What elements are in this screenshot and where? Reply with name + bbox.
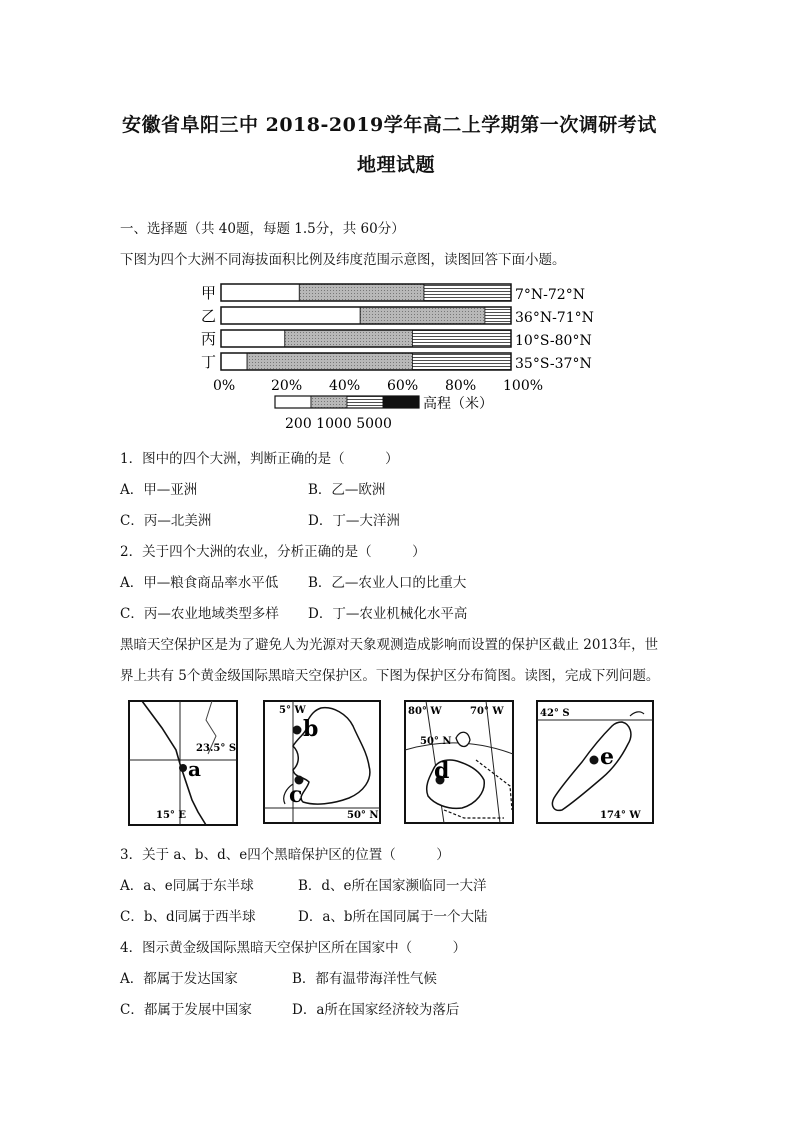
question-4-option-d[interactable]: D．a所在国家经济较为落后 bbox=[292, 1002, 460, 1018]
map-a-longitude: 15° E bbox=[156, 810, 187, 821]
bar-segment bbox=[247, 353, 412, 370]
question-3-option-a[interactable]: A．a、e同属于东半球 bbox=[120, 878, 254, 894]
bar-segment bbox=[221, 353, 247, 370]
legend-swatch bbox=[347, 396, 383, 408]
intro-paragraph-2-line-1: 黑暗天空保护区是为了避免人为光源对天象观测造成影响而设置的保护区截止 2013年，世 bbox=[120, 637, 659, 653]
question-1-option-d[interactable]: D．丁—大洋洲 bbox=[308, 513, 400, 529]
elevation-latitude-figure bbox=[195, 278, 615, 438]
row-range: 10°S-80°N bbox=[515, 333, 592, 349]
question-3-option-b[interactable]: B．d、e所在国家濒临同一大洋 bbox=[298, 878, 487, 894]
question-2-option-b[interactable]: B．乙—农业人口的比重大 bbox=[308, 575, 467, 591]
map-b-label: b bbox=[303, 716, 319, 742]
map-e-longitude: 174° W bbox=[600, 810, 641, 821]
row-label: 丙 bbox=[201, 330, 217, 348]
question-1-option-b[interactable]: B．乙—欧洲 bbox=[308, 482, 386, 498]
question-1-option-c[interactable]: C．丙—北美洲 bbox=[120, 513, 212, 529]
bar-segment bbox=[221, 330, 285, 347]
question-4-option-b[interactable]: B．都有温带海洋性气候 bbox=[292, 971, 437, 987]
row-label: 乙 bbox=[201, 307, 217, 325]
question-2-option-c[interactable]: C．丙—农业地域类型多样 bbox=[120, 606, 279, 622]
map-a-southern-africa bbox=[128, 700, 238, 826]
question-4-option-c[interactable]: C．都属于发展中国家 bbox=[120, 1002, 252, 1018]
bar-segment bbox=[412, 353, 511, 370]
map-d-label: d bbox=[434, 758, 450, 784]
bar-segment bbox=[412, 330, 511, 347]
title-line-2: 地理试题 bbox=[357, 154, 436, 176]
question-4-stem: 4．图示黄金级国际黑暗天空保护区所在国家中（ ） bbox=[120, 940, 467, 956]
map-e-latitude: 42° S bbox=[540, 708, 570, 719]
question-4-option-a[interactable]: A．都属于发达国家 bbox=[120, 971, 238, 987]
axis-tick: 0% bbox=[213, 378, 236, 394]
map-d-canada bbox=[404, 700, 514, 824]
bar-segment bbox=[221, 284, 299, 301]
map-bc-latitude: 50° N bbox=[347, 810, 379, 821]
axis-tick: 80% bbox=[445, 378, 477, 394]
question-1-option-a[interactable]: A．甲—亚洲 bbox=[120, 482, 198, 498]
legend-swatch bbox=[275, 396, 311, 408]
bar-segment bbox=[299, 284, 424, 301]
bar-segment bbox=[285, 330, 413, 347]
legend-swatch bbox=[383, 396, 419, 408]
axis-tick: 40% bbox=[329, 378, 361, 394]
map-d-latitude: 50° N bbox=[420, 736, 452, 747]
map-bc-longitude: 5° W bbox=[279, 705, 306, 716]
row-range: 35°S-37°N bbox=[515, 356, 592, 372]
bar-segment bbox=[221, 307, 360, 324]
title-line-1: 安徽省阜阳三中 2018-2019学年高二上学期第一次调研考试 bbox=[122, 114, 657, 136]
row-label: 甲 bbox=[201, 284, 217, 302]
map-c-label: c bbox=[289, 782, 303, 808]
legend-values: 200 1000 5000 bbox=[285, 416, 392, 432]
row-range: 7°N-72°N bbox=[515, 287, 585, 303]
bar-segment bbox=[360, 307, 485, 324]
bar-segment bbox=[485, 307, 511, 324]
bar-segment bbox=[424, 284, 511, 301]
map-e-label: e bbox=[600, 744, 614, 770]
legend-label: 高程（米） bbox=[423, 396, 493, 412]
question-1-stem: 1．图中的四个大洲，判断正确的是（ ） bbox=[120, 451, 399, 467]
question-3-stem: 3．关于 a、b、d、e四个黑暗保护区的位置（ ） bbox=[120, 847, 450, 863]
map-e-new-zealand bbox=[536, 700, 654, 824]
question-3-option-d[interactable]: D．a、b所在国同属于一个大陆 bbox=[298, 909, 488, 925]
intro-paragraph-2-line-2: 界上共有 5个黄金级国际黑暗天空保护区。下图为保护区分布简图。读图，完成下列问题。 bbox=[120, 668, 660, 684]
question-2-stem: 2．关于四个大洲的农业，分析正确的是（ ） bbox=[120, 544, 426, 560]
question-2-option-a[interactable]: A．甲—粮食商品率水平低 bbox=[120, 575, 279, 591]
map-a-label: a bbox=[188, 757, 201, 781]
row-range: 36°N-71°N bbox=[515, 310, 594, 326]
question-2-option-d[interactable]: D．丁—农业机械化水平高 bbox=[308, 606, 468, 622]
map-d-longitude-2: 70° W bbox=[470, 706, 504, 717]
map-d-longitude-1: 80° W bbox=[408, 706, 442, 717]
row-label: 丁 bbox=[201, 353, 217, 371]
axis-tick: 100% bbox=[503, 378, 544, 394]
legend-swatch bbox=[311, 396, 347, 408]
section-heading: 一、选择题（共 40题，每题 1.5分，共 60分） bbox=[120, 221, 405, 237]
map-bc-britain bbox=[263, 700, 381, 824]
intro-paragraph-1: 下图为四个大洲不同海拔面积比例及纬度范围示意图，读图回答下面小题。 bbox=[120, 252, 566, 268]
map-a-latitude: 23.5° S bbox=[196, 743, 237, 754]
axis-tick: 60% bbox=[387, 378, 419, 394]
question-3-option-c[interactable]: C．b、d同属于西半球 bbox=[120, 909, 256, 925]
axis-tick: 20% bbox=[271, 378, 303, 394]
